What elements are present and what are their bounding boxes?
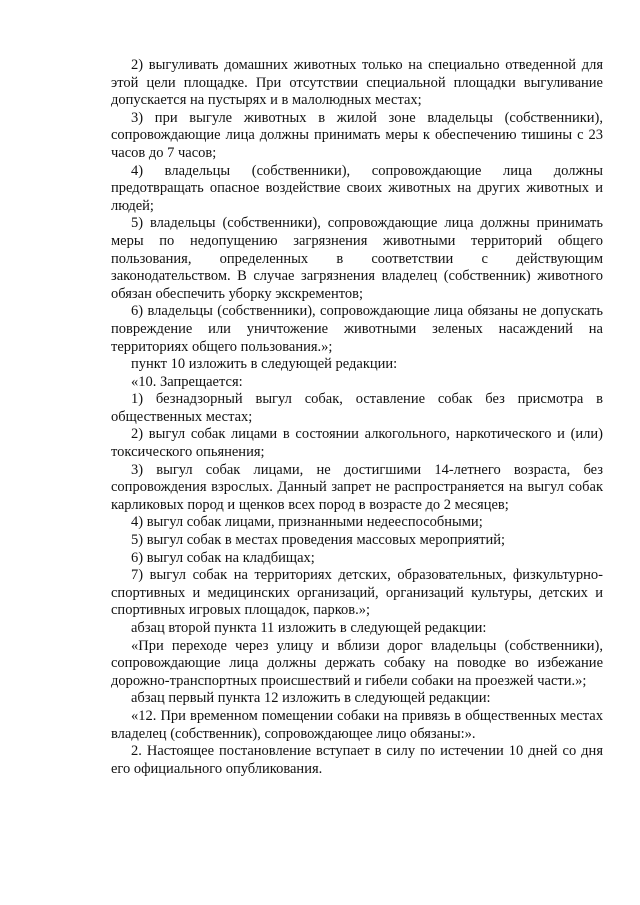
paragraph-walk-designated-area <box>111 57 603 110</box>
paragraph-text: 6) владельцы (собственники), сопровождающие лица обязаны не допускать повреждение или уничтожение животными зеленых насаждений на территориях общего пользования.»; <box>111 303 603 355</box>
paragraph-prohibited-heading <box>111 374 603 392</box>
paragraph-text: 2) выгул собак лицами в состоянии алкогольного, наркотического и (или) токсического опьянения; <box>111 426 603 461</box>
paragraph-text: «12. При временном помещении собаки на привязь в общественных местах владелец (собственник), сопровождающее лицо обязаны:». <box>111 707 603 742</box>
paragraph-prohibited-4 <box>111 514 603 532</box>
paragraph-text: пункт 10 изложить в следующей редакции: <box>131 356 398 373</box>
paragraph-prohibited-5 <box>111 532 603 550</box>
paragraph-green-areas <box>111 303 603 356</box>
paragraph-text: 1) безнадзорный выгул собак, оставление собак без присмотра в общественных местах; <box>111 391 603 425</box>
paragraph-prevent-pollution <box>111 215 603 303</box>
paragraph-text: 3) при выгуле животных в жилой зоне владельцы (собственники), сопровождающие лица должны принимать меры к обеспечению тишины с 23 часов до 7 часов; <box>111 109 603 161</box>
paragraph-prohibited-1 <box>111 391 603 426</box>
paragraph-amend-item-10 <box>111 356 603 374</box>
paragraph-text: 4) выгул собак лицами, признанными недееспособными; <box>131 514 483 531</box>
paragraph-text: 3) выгул собак лицами, не достигшими 14-летнего возраста, без сопровождения взрослых. Данный запрет не распространяется на выгул собак карликовых пород и щенков всех пород в возрасте до 2 месяцев; <box>111 461 603 513</box>
paragraph-text: «10. Запрещается: <box>131 373 243 390</box>
paragraph-item-12-text <box>111 708 603 743</box>
paragraph-text: «При переходе через улицу и вблизи дорог владельцы (собственники), сопровождающие лица должны держать собаку на поводке во избежание дорожно-транспортных происшествий и гибели собаки на проезжей части.»; <box>111 637 603 689</box>
paragraph-prevent-danger <box>111 163 603 216</box>
paragraph-prohibited-3 <box>111 462 603 515</box>
paragraph-text: абзац второй пункта 11 изложить в следующей редакции: <box>131 620 487 636</box>
paragraph-text: 5) выгул собак в местах проведения массовых мероприятий; <box>131 532 506 549</box>
paragraph-quiet-hours <box>111 110 603 163</box>
paragraph-prohibited-7 <box>111 567 603 620</box>
paragraph-item-11-text <box>111 638 603 691</box>
paragraph-amend-item-11 <box>111 620 603 638</box>
paragraph-text: 7) выгул собак на территориях детских, образовательных, физкультурно-спортивных и медицинских организаций, организаций культуры, детских и спортивных игровых площадок, парков.»; <box>111 567 603 619</box>
paragraph-text: 2) выгуливать домашних животных только на специально отведенной для этой цели площадке. При отсутствии специальной площадки выгуливание допускается на пустырях и в малолюдных местах; <box>111 57 603 109</box>
paragraph-amend-item-12 <box>111 690 603 708</box>
paragraph-text: 2. Настоящее постановление вступает в силу по истечении 10 дней со дня его официального опубликования. <box>111 743 603 777</box>
paragraph-prohibited-2 <box>111 426 603 461</box>
paragraph-text: 5) владельцы (собственники), сопровождающие лица должны принимать меры по недопущению загрязнения животными территорий общего пользования, определенных в соответствии с действующим законодательством. В случае загрязнения владелец (собственник) животного обязан обеспечить уборку экскрементов; <box>111 215 603 302</box>
paragraph-effective-date <box>111 743 603 778</box>
paragraph-text: 4) владельцы (собственники), сопровождающие лица должны предотвращать опасное воздействие своих животных на других животных и людей; <box>111 162 603 214</box>
paragraph-text: абзац первый пункта 12 изложить в следующей редакции: <box>131 690 491 707</box>
document-body <box>111 57 603 778</box>
paragraph-prohibited-6 <box>111 550 603 568</box>
paragraph-text: 6) выгул собак на кладбищах; <box>131 549 315 566</box>
